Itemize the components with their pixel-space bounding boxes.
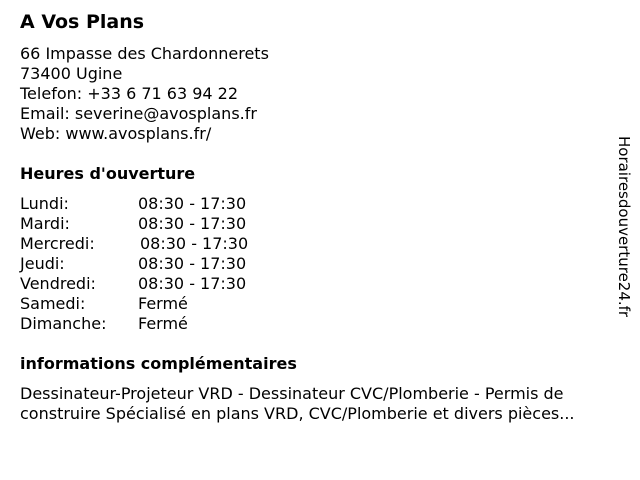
- time-value: 08:30 - 17:30: [140, 234, 249, 253]
- opening-hours-heading: Heures d'ouverture: [20, 164, 196, 183]
- contact-block: [20, 44, 269, 144]
- hours-row-friday: [20, 274, 248, 294]
- day-label: Samedi:: [20, 294, 86, 313]
- website-url: Web: www.avosplans.fr/: [20, 124, 212, 143]
- time-value: 08:30 - 17:30: [138, 214, 247, 233]
- hours-row-thursday: [20, 254, 248, 274]
- business-description: Dessinateur-Projeteur VRD - Dessinateur CVC/Plomberie - Permis de construire Spécialisé en plans VRD, CVC/Plomberie et divers pièces...: [20, 384, 575, 423]
- hours-row-tuesday: [20, 214, 248, 234]
- site-watermark: Horairesdouverture24.fr: [615, 136, 633, 318]
- opening-hours-table: [20, 194, 248, 334]
- hours-row-monday: [20, 194, 248, 214]
- hours-row-saturday: [20, 294, 248, 314]
- day-label: Mardi:: [20, 214, 70, 233]
- time-value: 08:30 - 17:30: [138, 274, 247, 293]
- day-label: Dimanche:: [20, 314, 107, 333]
- address-city: 73400 Ugine: [20, 64, 123, 83]
- time-value: Fermé: [138, 294, 188, 313]
- address-street: 66 Impasse des Chardonnerets: [20, 44, 269, 63]
- email-address: Email: severine@avosplans.fr: [20, 104, 257, 123]
- hours-row-sunday: [20, 314, 248, 334]
- phone-number: Telefon: +33 6 71 63 94 22: [20, 84, 239, 103]
- time-value: Fermé: [138, 314, 188, 333]
- business-name: A Vos Plans: [20, 11, 145, 33]
- day-label: Lundi:: [20, 194, 69, 213]
- hours-row-wednesday: [20, 234, 248, 254]
- day-label: Mercredi:: [20, 234, 95, 253]
- day-label: Jeudi:: [20, 254, 65, 273]
- time-value: 08:30 - 17:30: [138, 254, 247, 273]
- day-label: Vendredi:: [20, 274, 96, 293]
- additional-info-heading: informations complémentaires: [20, 354, 297, 373]
- time-value: 08:30 - 17:30: [138, 194, 247, 213]
